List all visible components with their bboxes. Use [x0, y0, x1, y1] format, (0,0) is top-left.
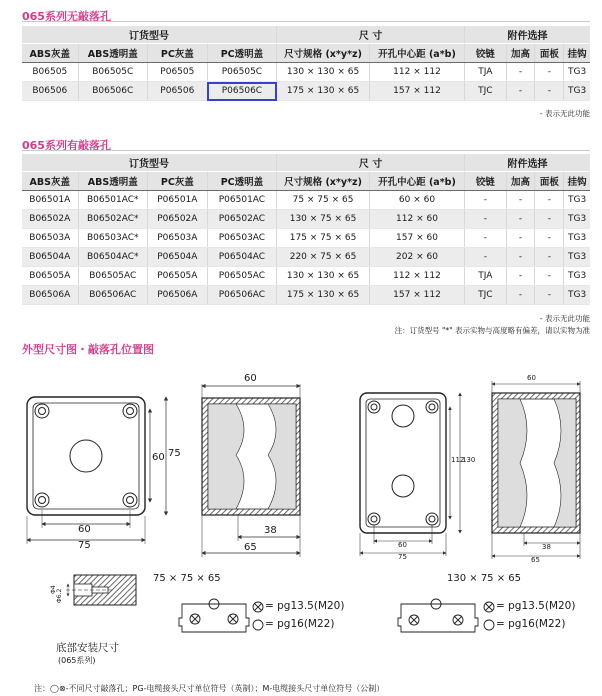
legend-pg16: = pg16(M22): [496, 618, 566, 630]
table-cell: P06501A: [147, 191, 207, 210]
caption-small-box: 75 × 75 × 65: [153, 573, 221, 584]
section2-title: 065系列有敲落孔: [22, 139, 111, 152]
table-cell: -: [535, 267, 564, 286]
dim-small-side-depth-outer: 65: [244, 542, 257, 553]
column-header: PC透明盖: [207, 44, 276, 63]
mounting-detail: [66, 575, 136, 605]
column-header: 面板: [535, 44, 564, 63]
table-cell: -: [465, 191, 507, 210]
table-cell: 60 × 60: [369, 191, 464, 210]
column-header: 尺寸规格 (x*y*z): [277, 172, 370, 191]
large-box-front-view: [360, 393, 460, 556]
table-cell: -: [506, 286, 535, 305]
group-order: 订货型号: [22, 26, 277, 44]
table-cell: TG3: [564, 229, 590, 248]
dim-large-height-outer: 130: [462, 456, 476, 464]
column-header: PC灰盖: [147, 172, 207, 191]
table-cell: B06502A: [22, 210, 78, 229]
table-cell: P06505: [147, 63, 207, 82]
table-cell: -: [506, 267, 535, 286]
table-cell: 112 × 112: [369, 63, 464, 82]
large-box-side-view: [492, 381, 580, 559]
legend-pg135: = pg13.5(M20): [496, 600, 576, 612]
dim-large-bottom-inner: 60: [398, 541, 407, 549]
table-cell: P06505C: [207, 63, 276, 82]
dim-small-bottom-inner: 60: [78, 524, 91, 535]
table-cell: B06505: [22, 63, 78, 82]
table-cell: TG3: [564, 63, 590, 82]
dim-large-side-width: 60: [527, 374, 536, 382]
table-cell: -: [535, 210, 564, 229]
column-header: 铰链: [465, 44, 507, 63]
group-size: 尺 寸: [277, 154, 465, 172]
table-cell: B06501A: [22, 191, 78, 210]
caption-large-box: 130 × 75 × 65: [447, 573, 522, 584]
column-header: ABS灰盖: [22, 44, 78, 63]
table-cell: TG3: [564, 286, 590, 305]
knockout-diagram-large: [398, 599, 478, 632]
column-header: 尺寸规格 (x*y*z): [277, 44, 370, 63]
table-cell: TG3: [564, 191, 590, 210]
table-cell: 157 × 112: [369, 286, 464, 305]
dim-large-side-depth-outer: 65: [531, 556, 540, 564]
table-cell: B06505A: [22, 267, 78, 286]
table-cell: P06505AC: [207, 267, 276, 286]
footer-note: 注：◯⊗-不同尺寸敲落孔；PG-电缆接头尺寸单位符号（英制）；M-电缆接头尺寸单位符号（公制）: [34, 684, 385, 693]
note-no-function: - 表示无此功能: [539, 314, 590, 323]
column-header: 挂钩: [564, 44, 590, 63]
table-cell: B06505AC: [78, 267, 147, 286]
table-cell: B06506C: [78, 82, 147, 101]
table-cell: -: [535, 248, 564, 267]
table-cell: -: [506, 191, 535, 210]
table-cell: -: [535, 82, 564, 101]
table-cell: -: [535, 286, 564, 305]
section3-title: 外型尺寸图・敲落孔位置图: [22, 343, 154, 356]
section1-title: 065系列无敲落孔: [22, 10, 111, 23]
column-header: ABS透明盖: [78, 44, 147, 63]
table-cell: B06503A: [22, 229, 78, 248]
table-cell: -: [465, 210, 507, 229]
small-box-side-view: [202, 384, 300, 557]
dim-large-side-depth-inner: 38: [542, 543, 551, 551]
table-cell: 202 × 60: [369, 248, 464, 267]
group-accessories: 附件选择: [465, 26, 591, 44]
group-accessories: 附件选择: [465, 154, 591, 172]
table-cell: P06506A: [147, 286, 207, 305]
corner-screw-icon: [35, 404, 137, 507]
table-cell: P06502AC: [207, 210, 276, 229]
table-cell: 112 × 60: [369, 210, 464, 229]
small-box-front-view: [27, 397, 166, 544]
table-cell: -: [506, 248, 535, 267]
table-cell: P06504AC: [207, 248, 276, 267]
mount-label: 底部安装尺寸: [56, 642, 119, 654]
dim-small-side-depth-inner: 38: [264, 525, 277, 536]
mount-series: (065系列): [58, 656, 96, 665]
dim-large-height-inner: 112: [451, 456, 465, 464]
table-cell: 130 × 130 × 65: [277, 267, 370, 286]
knockout-hole-icon: [392, 475, 414, 497]
table-cell: P06505A: [147, 267, 207, 286]
legend-pg16: = pg16(M22): [265, 618, 335, 630]
table-cell: B06504AC*: [78, 248, 147, 267]
group-size: 尺 寸: [277, 26, 465, 44]
table-cell: -: [506, 210, 535, 229]
table-cell: -: [465, 248, 507, 267]
dim-mount-hole-small: Φ4: [50, 585, 57, 594]
column-header: ABS透明盖: [78, 172, 147, 191]
table-cell: -: [506, 229, 535, 248]
table-cell: TG3: [564, 82, 590, 101]
table-cell: P06503A: [147, 229, 207, 248]
table-cell: TG3: [564, 267, 590, 286]
table-cell: P06501AC: [207, 191, 276, 210]
table-cell: 157 × 60: [369, 229, 464, 248]
table-cell: P06506AC: [207, 286, 276, 305]
table-cell: -: [506, 82, 535, 101]
table-cell: 75 × 75 × 65: [277, 191, 370, 210]
table-cell: P06506: [147, 82, 207, 101]
table-cell: TG3: [564, 210, 590, 229]
table-cell: B06506AC: [78, 286, 147, 305]
column-header: PC透明盖: [207, 172, 276, 191]
table-cell: P06502A: [147, 210, 207, 229]
group-order: 订货型号: [22, 154, 277, 172]
column-header: 开孔中心距 (a*b): [369, 172, 464, 191]
table-cell: B06505C: [78, 63, 147, 82]
column-header: 加高: [506, 172, 535, 191]
table-cell: 175 × 130 × 65: [277, 82, 370, 101]
table-cell: B06506: [22, 82, 78, 101]
table-cell: P06504A: [147, 248, 207, 267]
knockout-hole-icon: [70, 440, 102, 472]
column-header: PC灰盖: [147, 44, 207, 63]
table-cell: -: [535, 191, 564, 210]
knockout-diagram-small: [179, 599, 249, 632]
column-header: 面板: [535, 172, 564, 191]
table-cell: -: [535, 63, 564, 82]
table-cell: B06501AC*: [78, 191, 147, 210]
table-cell: B06504A: [22, 248, 78, 267]
dim-mount-hole-large: Φ6.2: [56, 588, 63, 603]
dim-small-height-inner: 60: [152, 452, 165, 463]
legend-pg135: = pg13.5(M20): [265, 600, 345, 612]
table-cell: 157 × 112: [369, 82, 464, 101]
column-header: 挂钩: [564, 172, 590, 191]
table-cell: 220 × 75 × 65: [277, 248, 370, 267]
table-cell: B06502AC*: [78, 210, 147, 229]
table-cell: 130 × 75 × 65: [277, 210, 370, 229]
dim-small-bottom-outer: 75: [78, 540, 91, 551]
table-cell: 175 × 75 × 65: [277, 229, 370, 248]
table-cell: 130 × 130 × 65: [277, 63, 370, 82]
column-header: 铰链: [465, 172, 507, 191]
table-cell: TG3: [564, 248, 590, 267]
dim-small-side-width: 60: [244, 373, 257, 384]
column-header: 开孔中心距 (a*b): [369, 44, 464, 63]
corner-screw-icon: [368, 401, 438, 525]
dim-large-bottom-outer: 75: [398, 553, 407, 561]
table-cell: B06503AC*: [78, 229, 147, 248]
column-header: 加高: [506, 44, 535, 63]
table-cell: TJA: [465, 267, 507, 286]
dim-small-height-outer: 75: [168, 448, 181, 459]
note-asterisk: 注：订货型号 "*" 表示实物与高度略有偏差，请以实物为准: [394, 326, 590, 335]
table-cell: 175 × 130 × 65: [277, 286, 370, 305]
table-cell: P06506C: [207, 82, 276, 101]
table-cell: TJA: [465, 63, 507, 82]
table-cell: P06503AC: [207, 229, 276, 248]
table-cell: -: [535, 229, 564, 248]
table-cell: -: [506, 63, 535, 82]
note-no-function: - 表示无此功能: [539, 109, 590, 118]
table-cell: 112 × 112: [369, 267, 464, 286]
table-cell: -: [465, 229, 507, 248]
knockout-hole-icon: [392, 405, 414, 427]
table-cell: TJC: [465, 286, 507, 305]
table-cell: TJC: [465, 82, 507, 101]
column-header: ABS灰盖: [22, 172, 78, 191]
table-cell: B06506A: [22, 286, 78, 305]
